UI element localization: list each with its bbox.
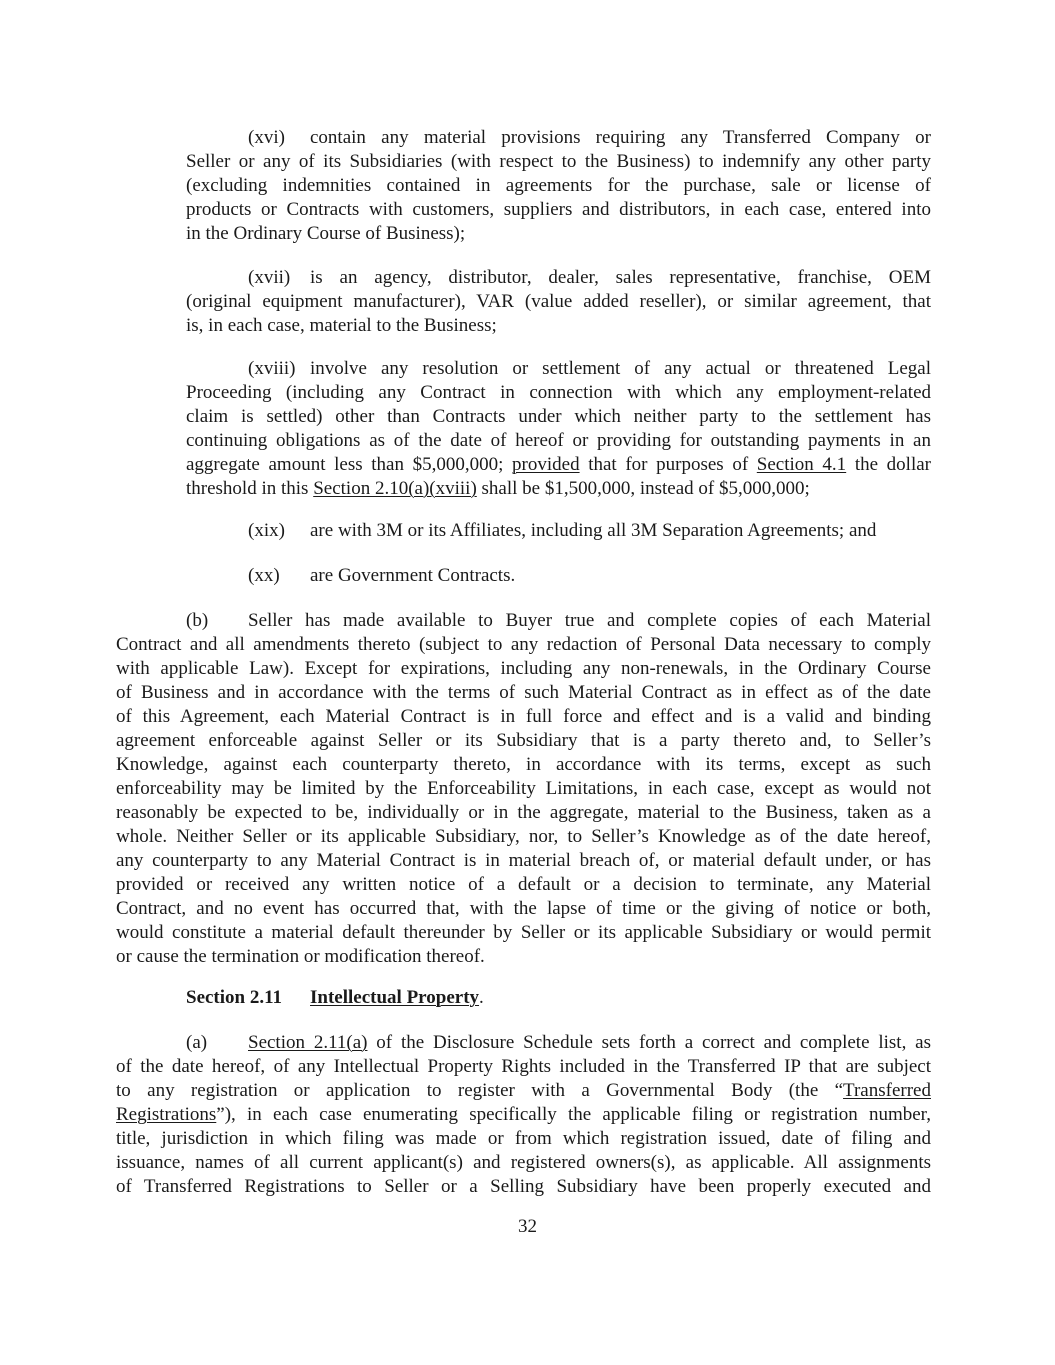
clause-label: (xx) [248, 565, 280, 586]
clause-text-line: is an agency, distributor, dealer, sales representative, franchise, OEM [310, 267, 931, 288]
text-run: that for purposes of [579, 454, 757, 475]
clause-text-line: is, in each case, material to the Business; [186, 315, 497, 336]
paragraph-text-line [116, 1103, 931, 1127]
defined-term: Registrations [116, 1104, 217, 1125]
text-run: the dollar [846, 454, 931, 475]
paragraph-text-line: with applicable Law). Except for expirations, including any non-renewals, in the Ordinary Course [116, 658, 931, 679]
clause-text-line: in the Ordinary Course of Business); [186, 223, 466, 244]
paragraph-text-line: of the date hereof, of any Intellectual Property Rights included in the Transferred IP that are subject [116, 1056, 931, 1077]
text-run: shall be $1,500,000, instead of $5,000,000; [476, 478, 810, 499]
clause-text-line: (excluding indemnities contained in agreements for the purchase, sale or license of [186, 175, 931, 196]
text-run: aggregate amount less than $5,000,000; [186, 454, 513, 475]
paragraph-text-line: title, jurisdiction in which filing was made or from which registration issued, date of filing and [116, 1128, 931, 1149]
paragraph-text-line: Seller has made available to Buyer true and complete copies of each Material [248, 610, 931, 631]
clause-text-line [186, 453, 931, 477]
section-title-period: . [479, 987, 484, 1008]
defined-term-provided: provided [512, 454, 580, 475]
section-reference-link[interactable]: Section 4.1 [756, 454, 847, 475]
paragraph-text-line: of this Agreement, each Material Contract is in full force and effect and is a valid and binding [116, 706, 931, 727]
section-heading [186, 986, 484, 1010]
paragraph-text-line: provided or received any written notice of a default or a decision to terminate, any Material [116, 874, 931, 895]
clause-label: (xvi) [248, 127, 285, 148]
clause-text-line: continuing obligations as of the date of hereof or providing for outstanding payments in an [186, 430, 931, 451]
clause-text-line: products or Contracts with customers, suppliers and distributors, in each case, entered into [186, 199, 931, 220]
paragraph-text-line: reasonably be expected to be, individually or in the aggregate, material to the Business, taken as a [116, 802, 931, 823]
paragraph-text-line: Contract and all amendments thereto (subject to any redaction of Personal Data necessary to comply [116, 634, 931, 655]
clause-text-line: contain any material provisions requiring any Transferred Company or [310, 127, 931, 148]
paragraph-text-line: of Business and in accordance with the terms of such Material Contract as in effect as of the date [116, 682, 931, 703]
paragraph-text-line: Contract, and no event has occurred that, with the lapse of time or the giving of notice or both, [116, 898, 931, 919]
section-number: Section 2.11 [186, 987, 283, 1008]
clause-label: (xix) [248, 520, 285, 541]
paragraph-label: (a) [186, 1032, 208, 1053]
paragraph-text-line: or cause the termination or modification thereof. [116, 946, 485, 967]
text-run: of the Disclosure Schedule sets forth a correct and complete list, as [367, 1032, 931, 1053]
text-run: threshold in this [186, 478, 314, 499]
clause-text-line: are with 3M or its Affiliates, including all 3M Separation Agreements; and [310, 520, 877, 541]
paragraph-text-line: of Transferred Registrations to Seller or a Selling Subsidiary have been properly executed and [116, 1176, 931, 1197]
clause-text-line: involve any resolution or settlement of any actual or threatened Legal [310, 358, 931, 379]
page-number: 32 [518, 1216, 537, 1237]
paragraph-text-line: agreement enforceable against Seller or its Subsidiary that is a party thereto and, to Seller’s [116, 730, 931, 751]
paragraph-label: (b) [186, 610, 209, 631]
text-run: to any registration or application to register with a Governmental Body (the “ [116, 1080, 844, 1101]
clause-text-line: Seller or any of its Subsidiaries (with respect to the Business) to indemnify any other party [186, 151, 931, 172]
clause-text-line: are Government Contracts. [310, 565, 516, 586]
clause-label: (xvii) [248, 267, 291, 288]
clause-label: (xviii) [248, 358, 296, 379]
section-reference-link[interactable]: Section 2.11(a) [248, 1032, 368, 1053]
text-run: ”), in each case enumerating specifically the applicable filing or registration number, [216, 1104, 931, 1125]
paragraph-text-line: enforceability may be limited by the Enforceability Limitations, in each case, except as would not [116, 778, 931, 799]
paragraph-text-line: any counterparty to any Material Contract is in material breach of, or material default under, or has [116, 850, 931, 871]
clause-text-line: claim is settled) other than Contracts under which neither party to the settlement has [186, 406, 931, 427]
paragraph-text-line [116, 1079, 931, 1103]
paragraph-text-line: would constitute a material default thereunder by Seller or its applicable Subsidiary or would permit [116, 922, 931, 943]
paragraph-text-line: Knowledge, against each counterparty thereto, in accordance with its terms, except as such [116, 754, 931, 775]
paragraph-text-line: issuance, names of all current applicant(s) and registered owners(s), as applicable. All assignments [116, 1152, 931, 1173]
section-reference-link[interactable]: Section 2.10(a)(xviii) [313, 478, 477, 499]
clause-text-line: Proceeding (including any Contract in connection with which any employment-related [186, 382, 931, 403]
clause-text-line: (original equipment manufacturer), VAR (value added reseller), or similar agreement, that [186, 291, 931, 312]
paragraph-text-line: whole. Neither Seller or its applicable Subsidiary, nor, to Seller’s Knowledge as of the date hereof, [116, 826, 931, 847]
section-title: Intellectual Property [310, 987, 480, 1008]
clause-text-line [186, 477, 931, 501]
defined-term: Transferred [843, 1080, 931, 1101]
